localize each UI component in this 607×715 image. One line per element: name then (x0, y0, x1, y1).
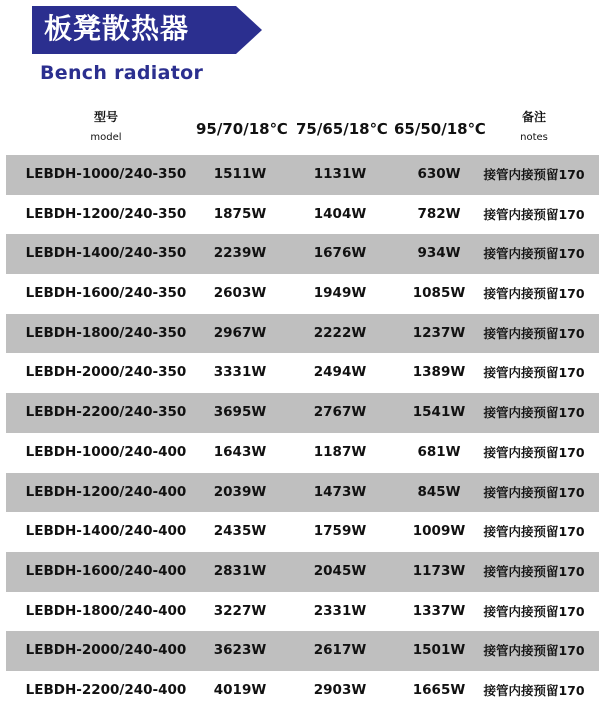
header-temp-65: 65/50/18℃ (394, 120, 486, 138)
cell-temp-65: 934W (417, 245, 461, 262)
cell-temp-95: 3695W (213, 404, 267, 421)
table-row (0, 155, 607, 195)
cell-temp-65: 1085W (412, 285, 466, 302)
cell-temp-95: 2239W (213, 245, 267, 262)
table-row (0, 353, 607, 393)
table-row (0, 234, 607, 274)
header-temp-95: 95/70/18℃ (196, 120, 288, 138)
cell-temp-95: 3331W (213, 364, 267, 381)
cell-temp-75: 1676W (313, 245, 367, 262)
cell-temp-75: 2331W (313, 602, 367, 619)
cell-temp-65: 681W (417, 443, 461, 460)
cell-temp-65: 1541W (412, 404, 466, 421)
cell-temp-95: 2831W (213, 562, 267, 579)
cell-temp-65: 1009W (412, 523, 466, 540)
cell-temp-95: 3227W (213, 602, 267, 619)
table-row (0, 195, 607, 235)
cell-note: 接管内接预留170 (483, 405, 585, 421)
cell-temp-75: 2222W (313, 324, 367, 341)
cell-note: 接管内接预留170 (483, 603, 585, 619)
cell-temp-75: 2617W (313, 642, 367, 659)
cell-temp-65: 1337W (412, 602, 466, 619)
header-model-en: model (90, 132, 122, 143)
cell-note: 接管内接预留170 (483, 643, 585, 659)
page-title: 板凳散热器 (44, 12, 190, 45)
header-model-zh: 型号 (93, 110, 118, 124)
cell-note: 接管内接预留170 (483, 325, 585, 341)
table-row (0, 314, 607, 354)
cell-note: 接管内接预留170 (483, 286, 585, 302)
cell-model: LEBDH-1400/240-350 (25, 245, 187, 262)
table-row (0, 473, 607, 513)
cell-temp-65: 1501W (412, 642, 466, 659)
table-row (0, 592, 607, 632)
cell-note: 接管内接预留170 (483, 563, 585, 579)
cell-note: 接管内接预留170 (483, 246, 585, 262)
table-row (0, 393, 607, 433)
cell-temp-95: 2435W (213, 523, 267, 540)
table-body (0, 155, 607, 711)
cell-model: LEBDH-2000/240-350 (25, 364, 187, 381)
cell-note: 接管内接预留170 (483, 365, 585, 381)
cell-model: LEBDH-1600/240-400 (25, 562, 187, 579)
table-row (0, 274, 607, 314)
header-temp-75: 75/65/18℃ (296, 120, 388, 138)
cell-temp-95: 2967W (213, 324, 267, 341)
cell-model: LEBDH-1800/240-350 (25, 324, 187, 341)
cell-temp-95: 1875W (213, 205, 267, 222)
cell-model: LEBDH-2200/240-400 (25, 681, 187, 698)
table-row (0, 671, 607, 711)
header-notes-en: notes (520, 132, 548, 143)
title-banner (32, 6, 262, 54)
cell-temp-75: 1949W (313, 285, 367, 302)
cell-temp-75: 1473W (313, 483, 367, 500)
cell-model: LEBDH-1800/240-400 (25, 602, 187, 619)
cell-note: 接管内接预留170 (483, 524, 585, 540)
cell-temp-65: 782W (417, 205, 461, 222)
cell-model: LEBDH-1200/240-350 (25, 205, 187, 222)
cell-note: 接管内接预留170 (483, 206, 585, 222)
cell-temp-65: 630W (417, 166, 461, 182)
cell-model: LEBDH-2000/240-400 (25, 642, 187, 659)
header-model (16, 109, 196, 145)
page-subtitle: Bench radiator (40, 62, 204, 84)
cell-temp-65: 1389W (412, 364, 466, 381)
table-row (0, 512, 607, 552)
cell-note: 接管内接预留170 (483, 484, 585, 500)
cell-temp-65: 845W (417, 483, 461, 500)
cell-note: 接管内接预留170 (483, 444, 585, 460)
cell-temp-75: 2494W (313, 364, 367, 381)
table-row (0, 552, 607, 592)
cell-model: LEBDH-1200/240-400 (25, 483, 187, 500)
cell-note: 接管内接预留170 (483, 167, 585, 182)
cell-model: LEBDH-1600/240-350 (25, 285, 187, 302)
cell-temp-75: 1404W (313, 205, 367, 222)
cell-temp-75: 2903W (313, 681, 367, 698)
cell-temp-75: 2045W (313, 562, 367, 579)
cell-temp-75: 2767W (313, 404, 367, 421)
cell-model: LEBDH-1400/240-400 (25, 523, 187, 540)
cell-temp-95: 4019W (213, 681, 267, 698)
cell-note: 接管内接预留170 (483, 682, 585, 698)
cell-temp-75: 1759W (313, 523, 367, 540)
table-header (0, 105, 607, 157)
cell-temp-65: 1665W (412, 681, 466, 698)
cell-model: LEBDH-1000/240-400 (25, 443, 187, 460)
header-notes (482, 109, 586, 145)
cell-temp-95: 2603W (213, 285, 267, 302)
header-notes-zh: 备注 (521, 110, 546, 124)
cell-temp-95: 3623W (213, 642, 267, 659)
cell-model: LEBDH-2200/240-350 (25, 404, 187, 421)
table-row (0, 631, 607, 671)
cell-temp-95: 2039W (213, 483, 267, 500)
cell-temp-95: 1643W (213, 443, 267, 460)
cell-temp-65: 1173W (412, 562, 466, 579)
table-row (0, 433, 607, 473)
cell-model: LEBDH-1000/240-350 (25, 166, 187, 182)
cell-temp-65: 1237W (412, 324, 466, 341)
cell-temp-75: 1187W (313, 443, 367, 460)
cell-temp-75: 1131W (313, 166, 367, 182)
cell-temp-95: 1511W (213, 166, 267, 182)
